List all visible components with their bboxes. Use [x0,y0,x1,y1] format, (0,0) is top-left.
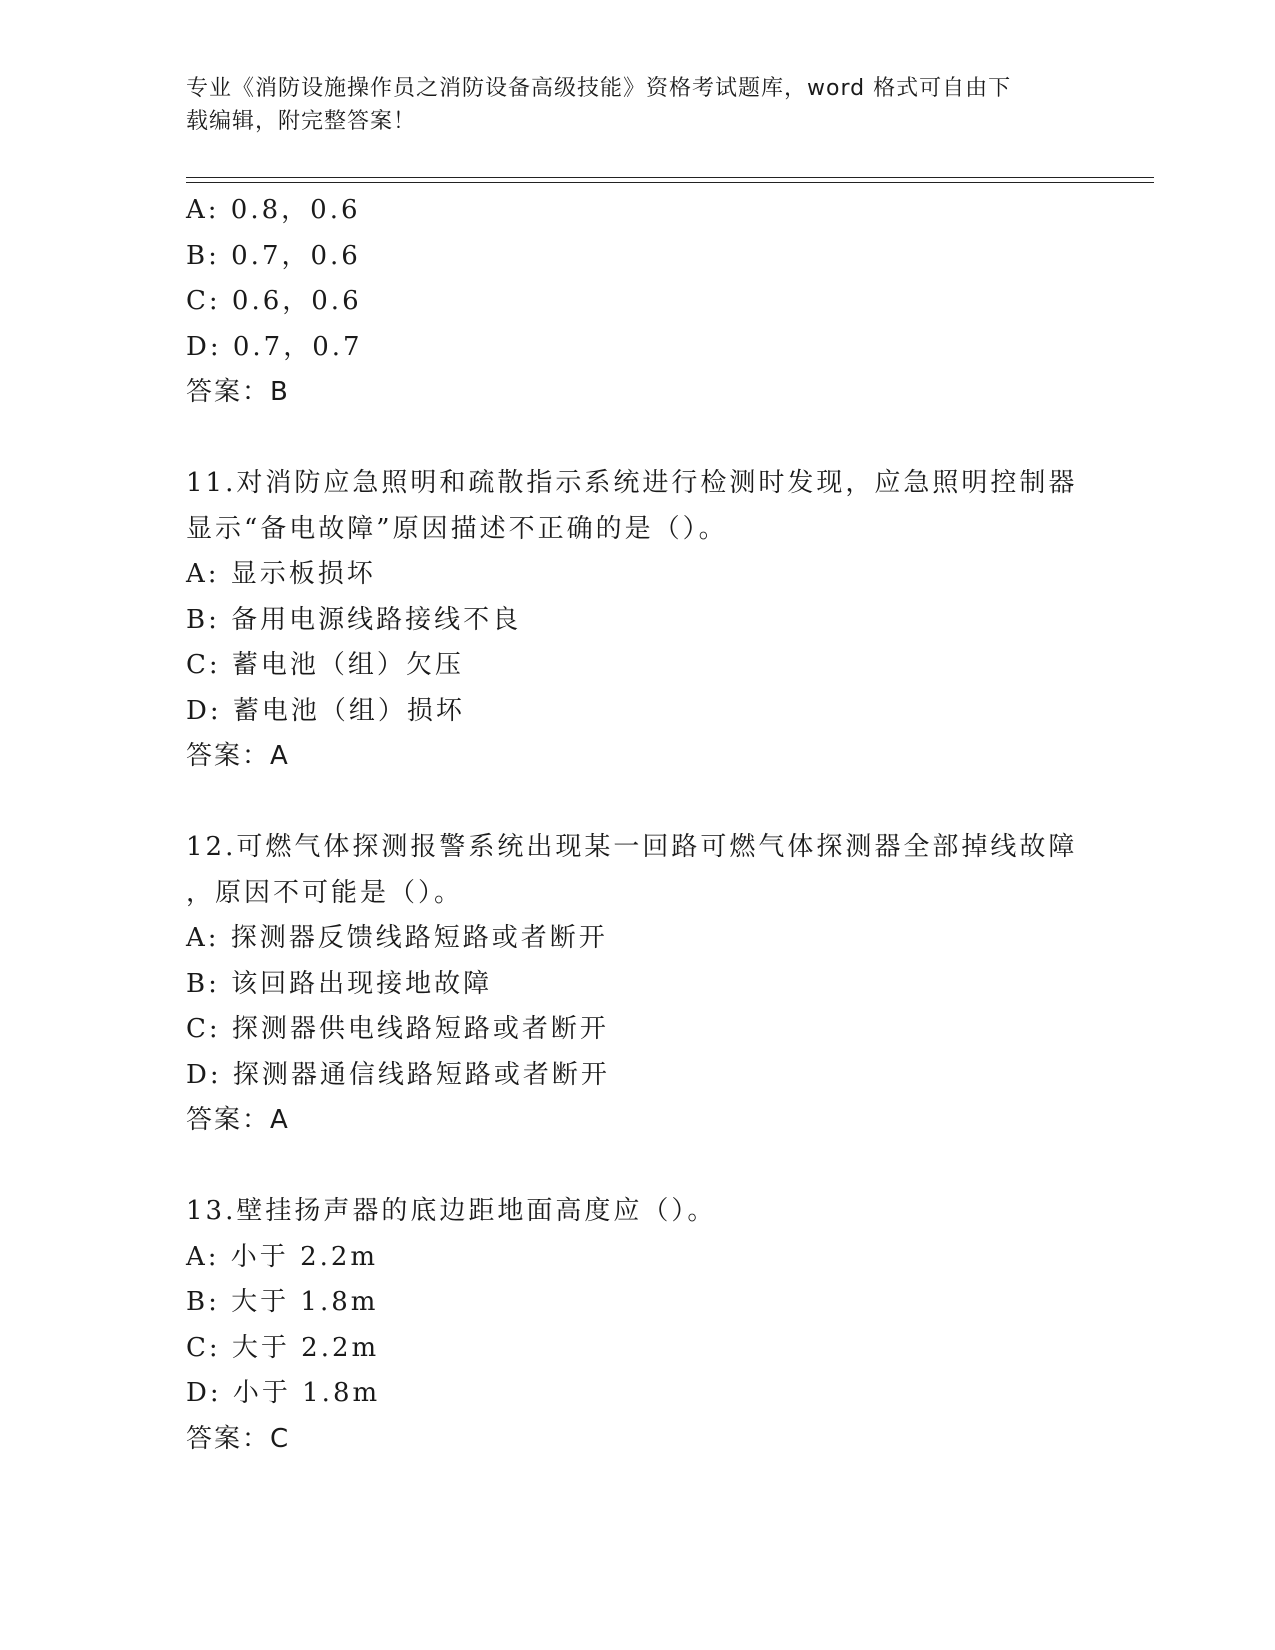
answer: 答案：C [186,1423,291,1454]
header-line-1: 专业《消防设施操作员之消防设备高级技能》资格考试题库，word 格式可自由下 [186,76,1012,101]
option-a: A: 显示板损坏 [186,559,376,589]
question-stem-line-1: 11.对消防应急照明和疏散指示系统进行检测时发现，应急照明控制器 [186,468,1078,498]
header-divider-bottom [186,182,1154,183]
question-stem-line-1: 12.可燃气体探测报警系统出现某一回路可燃气体探测器全部掉线故障 [186,832,1078,862]
spacer [186,1144,1086,1190]
option-b: B: 大于 1.8m [186,1287,379,1317]
question-stem-line-2: 显示“备电故障”原因描述不正确的是（）。 [186,513,728,544]
spacer [186,780,1086,826]
option-c: C: 0.6，0.6 [186,286,362,316]
option-a: A: 探测器反馈线路短路或者断开 [186,923,608,953]
option-d: D: 蓄电池（组）损坏 [186,695,465,726]
header-divider-top [186,177,1154,178]
question-content [186,188,1086,1462]
answer: 答案：B [186,377,290,407]
option-d: D: 探测器通信线路短路或者断开 [186,1059,610,1090]
option-d: D: 0.7，0.7 [186,331,363,362]
option-a: A: 0.8，0.6 [186,195,361,225]
spacer [186,416,1086,462]
question-stem-line-2: ，原因不可能是（）。 [186,877,464,908]
option-b: B: 0.7，0.6 [186,240,361,271]
question-stem-line-1: 13.壁挂扬声器的底边距地面高度应（）。 [186,1196,717,1226]
answer: 答案：A [186,1105,290,1135]
header-line-2: 载编辑，附完整答案！ [186,109,417,134]
question-10 [186,188,1086,416]
option-d: D: 小于 1.8m [186,1378,381,1408]
option-b: B: 备用电源线路接线不良 [186,604,522,635]
option-c: C: 蓄电池（组）欠压 [186,650,464,680]
question-13 [186,1189,1086,1462]
question-12 [186,825,1086,1144]
option-c: C: 探测器供电线路短路或者断开 [186,1014,609,1044]
answer: 答案：A [186,741,290,771]
question-11 [186,461,1086,780]
document-header [186,72,1086,138]
option-b: B: 该回路出现接地故障 [186,968,493,999]
option-a: A: 小于 2.2m [186,1241,379,1272]
option-c: C: 大于 2.2m [186,1332,380,1363]
